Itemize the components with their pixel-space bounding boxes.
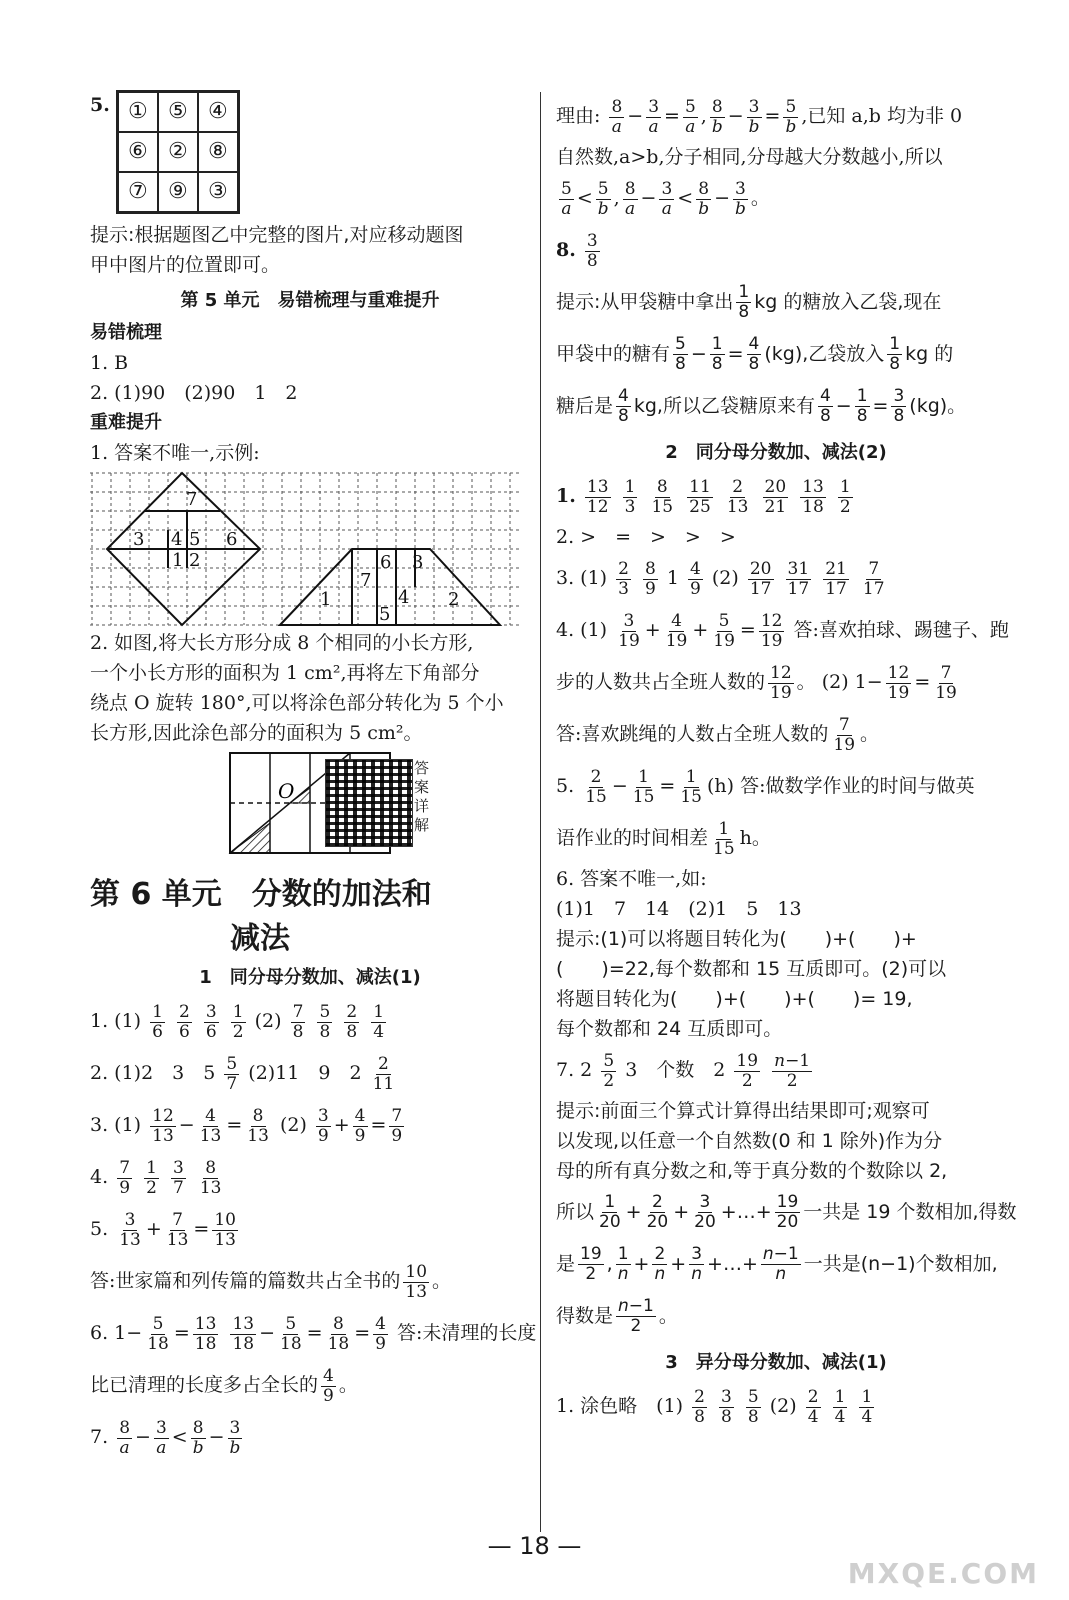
svg-text:4: 4: [171, 529, 183, 550]
h8a: 提示:从甲袋糖中拿出 $\frac{1}{8}$ kg 的糖放入乙袋,现在: [556, 282, 942, 322]
s2q5-unit: (h): [706, 775, 735, 797]
l4-row: 4. $\frac{7}{9}$ $\frac{1}{2}$ $\frac{3}{7}$ $\frac{8}{13}$: [90, 1157, 222, 1198]
grid-cell: ⑤: [158, 92, 198, 132]
puzzle-grid: [116, 90, 240, 214]
h7e: 是 $\frac{19}{2}$ , $\frac{1}{n}$ + $\frac{2}{n}$ + $\frac{3}{n}$ +…+ $\frac{n-1}{n}$ 一共是(n−1)个数相加,: [556, 1244, 998, 1284]
l1-label: 1. (1): [90, 1010, 142, 1032]
h7c: 母的所有真分数之和,等于真分数的个数除以 2,: [556, 1160, 948, 1182]
dotted-grid-figure: [90, 468, 520, 628]
svg-text:5: 5: [379, 604, 391, 625]
l5-answer: 答:世家篇和列传篇的篇数共占全书的 $\frac{10}{13}$ 。: [90, 1261, 452, 1302]
h7a: 提示:前面三个算式计算得出结果即可;观察可: [556, 1100, 930, 1122]
s2q3-row: 3. (1) $\frac{2}{3}$ $\frac{8}{9}$ 1 $\frac{4}{9}$ (2) $\frac{20}{17}$ $\frac{31}{17}$ $\frac{21}{17}$ $\frac{7}{17}$: [556, 558, 885, 599]
s2q1-row: 1. $\frac{13}{12}$ $\frac{1}{3}$ $\frac{8}{15}$ $\frac{11}{25}$ $\frac{2}{13}$ $\frac{20}{21}$ $\frac{13}{18}$ $\frac{1}{2}$: [556, 476, 851, 517]
s2q2: 2. > = > > >: [556, 526, 736, 548]
svg-text:7: 7: [360, 570, 372, 591]
s2q3-part2: (2): [711, 567, 739, 589]
s2q4-b-part2: (2) 1−: [821, 671, 883, 693]
s2q4-row: 4. (1) $\frac{3}{19}$ + $\frac{4}{19}$ + $\frac{5}{19}$ = $\frac{12}{19}$ 答:喜欢拍球、踢毽子、跑: [556, 610, 1009, 651]
svg-text:5: 5: [189, 529, 201, 550]
h7d: 所以 $\frac{1}{20}$ + $\frac{2}{20}$ + $\frac{3}{20}$ +…+ $\frac{19}{20}$ 一共是 19 个数相加,得数: [556, 1192, 1017, 1232]
grid-cell: ②: [158, 132, 198, 172]
s2q4-label: 4. (1): [556, 619, 608, 641]
s2q5-answer: 答:做数学作业的时间与做英: [740, 775, 975, 797]
h8b-text: 甲袋中的糖有: [556, 343, 671, 365]
r3-row: $\frac{5}{a}$ < $\frac{5}{b}$ , $\frac{8}{a}$ − $\frac{3}{a}$ < $\frac{8}{b}$ − $\frac{3}{b}$ 。: [561, 178, 770, 219]
hint-5b: 甲中图片的位置即可。: [90, 254, 281, 276]
h7f: 得数是 $\frac{n-1}{2}$ 。: [556, 1296, 678, 1336]
hint-5a: 提示:根据题图乙中完整的图片,对应移动题图: [90, 224, 464, 246]
h7f-text: 得数是: [556, 1305, 614, 1327]
s2q4-answer: 答:喜欢拍球、踢毽子、跑: [793, 619, 1009, 641]
h7d-post: 一共是 19 个数相加,得数: [803, 1201, 1017, 1223]
svg-text:1: 1: [172, 550, 184, 571]
s2q4-b: 步的人数共占全班人数的 $\frac{12}{19}$ 。 (2) 1− $\frac{12}{19}$ = $\frac{7}{19}$: [556, 662, 957, 703]
qr-code[interactable]: [325, 759, 413, 847]
s2q7-mid: 3 个数 2: [625, 1059, 726, 1081]
h7e-pre: 是: [556, 1253, 576, 1275]
l6-answer-b-text: 比已清理的长度多占全长的: [90, 1374, 319, 1396]
l5-label: 5.: [90, 1218, 109, 1240]
section1-title: 1 同分母分数加、减法(1): [199, 967, 421, 988]
h7d-pre: 所以: [556, 1201, 595, 1223]
s2q7-row: 7. 2 $\frac{5}{2}$ 3 个数 2 $\frac{19}{2}$ $\frac{n-1}{2}$: [556, 1050, 811, 1091]
rectangle-figure: [90, 748, 520, 863]
s2q7-label: 7. 2: [556, 1059, 593, 1081]
svg-text:7: 7: [186, 489, 198, 510]
yicuo-2: 2. (1)90 (2)90 1 2: [90, 382, 298, 404]
grid-cell: ④: [198, 92, 238, 132]
l6-row: 6. 1− $\frac{5}{18}$ = $\frac{13}{18}$ $\frac{13}{18}$ − $\frac{5}{18}$ = $\frac{8}{18}$ = $\frac{4}{9}$ 答:未清理的长度: [90, 1313, 537, 1354]
l6-answer: 答:未清理的长度: [397, 1322, 537, 1344]
svg-text:6: 6: [380, 552, 392, 573]
zhongnan-2d: 长方形,因此涂色部分的面积为 5 cm²。: [90, 722, 423, 744]
l5-answer-text: 答:世家篇和列传篇的篇数共占全书的: [90, 1270, 401, 1292]
svg-text:2: 2: [448, 589, 460, 610]
l1-row: 1. (1) $\frac{1}{6}$ $\frac{2}{6}$ $\frac{3}{6}$ $\frac{1}{2}$ (2) $\frac{7}{8}$ $\frac{5}{8}$ $\frac{2}{8}$ $\frac{1}{4}$: [90, 1001, 385, 1042]
grid-cell: ⑥: [118, 132, 158, 172]
grid-cell: ⑧: [198, 132, 238, 172]
unit5-title: 第 5 单元 易错梳理与重难提升: [180, 290, 440, 311]
h7b: 以发现,以任意一个自然数(0 和 1 除外)作为分: [556, 1130, 943, 1152]
h8a-text2: kg 的糖放入乙袋,现在: [754, 291, 942, 313]
zhongnan-2a: 2. 如图,将大长方形分成 8 个相同的小长方形,: [90, 632, 474, 654]
s2q5-label: 5.: [556, 775, 575, 797]
grid-cell: ⑦: [118, 172, 158, 212]
l3-label: 3. (1): [90, 1114, 142, 1136]
l7-label: 7.: [90, 1426, 109, 1448]
l2-text: 2. (1)2 3 5: [90, 1062, 216, 1084]
s3q1-row: 1. 涂色略 (1) $\frac{2}{8}$ $\frac{3}{8}$ $\frac{5}{8}$ (2) $\frac{2}{4}$ $\frac{1}{4}$ $\frac{1}{4}$: [556, 1386, 873, 1427]
h8c: 糖后是 $\frac{4}{8}$ kg,所以乙袋糖原来有 $\frac{4}{8}$ − $\frac{1}{8}$ = $\frac{3}{8}$ (kg)。: [556, 386, 967, 426]
r1-prefix: 理由:: [556, 105, 601, 127]
l3-row: 3. (1) $\frac{12}{13}$ − $\frac{4}{13}$ = $\frac{8}{13}$ (2) $\frac{3}{9}$ + $\frac{4}{9}$ = $\frac{7}{9}$: [90, 1105, 403, 1146]
q5-label: 5.: [90, 94, 110, 116]
column-divider: [540, 92, 541, 1532]
h6d: 每个数都和 24 互质即可。: [556, 1018, 783, 1040]
section3-title: 3 异分母分数加、减法(1): [665, 1352, 887, 1373]
right-column: [556, 90, 1017, 1432]
heading-yicuo: 易错梳理: [90, 322, 162, 343]
q5-row: [90, 90, 530, 220]
h8a-text: 提示:从甲袋糖中拿出: [556, 291, 734, 313]
s2q5-b-unit: h。: [739, 827, 771, 849]
h8b-text3: kg 的: [905, 343, 954, 365]
left-column: [90, 90, 537, 1463]
s2q6: 6. 答案不唯一,如:: [556, 868, 707, 890]
svg-text:4: 4: [398, 587, 410, 608]
l4-label: 4.: [90, 1166, 109, 1188]
l1-part2: (2): [254, 1010, 282, 1032]
section2-title: 2 同分母分数加、减法(2): [665, 442, 887, 463]
grid-cell: ③: [198, 172, 238, 212]
h8c-text: 糖后是: [556, 395, 614, 417]
h8c-text3: (kg)。: [909, 395, 967, 417]
s3q1-label: 1. 涂色略 (1): [556, 1395, 684, 1417]
zhongnan-2c: 绕点 O 旋转 180°,可以将涂色部分转化为 5 个小: [90, 692, 504, 714]
l6-answer-b: 比已清理的长度多占全长的 $\frac{4}{9}$ 。: [90, 1365, 358, 1406]
q8-row: 8. $\frac{3}{8}$: [556, 230, 598, 271]
page-number: — 18 —: [487, 1532, 582, 1560]
l3-part2: (2): [279, 1114, 307, 1136]
svg-text:3: 3: [133, 529, 145, 550]
heading-zhongnan: 重难提升: [90, 412, 162, 433]
s2q4-c-text: 答:喜欢跳绳的人数占全班人数的: [556, 723, 829, 745]
h8b: 甲袋中的糖有 $\frac{5}{8}$ − $\frac{1}{8}$ = $\frac{4}{8}$ (kg),乙袋放入 $\frac{1}{8}$ kg 的: [556, 334, 954, 374]
h7e-post: 一共是(n−1)个数相加,: [803, 1253, 998, 1275]
h8c-text2: kg,所以乙袋糖原来有: [633, 395, 815, 417]
svg-text:6: 6: [226, 529, 238, 550]
unit6-title-b: 减法: [230, 921, 290, 956]
s3q1-part2: (2): [769, 1395, 797, 1417]
l2-part2: (2)11 9 2: [248, 1062, 362, 1084]
s2q6b: (1)1 7 14 (2)1 5 13: [556, 898, 802, 920]
h6c: 将题目转化为( )+( )+( )= 19,: [556, 988, 913, 1010]
s2q5-row: 5. $\frac{2}{15}$ − $\frac{1}{15}$ = $\frac{1}{15}$ (h) 答:做数学作业的时间与做英: [556, 766, 975, 807]
s2q5-b-text: 语作业的时间相差: [556, 827, 709, 849]
h8b-text2: (kg),乙袋放入: [764, 343, 885, 365]
point-o-label: O: [278, 779, 295, 803]
h6b: ( )=22,每个数都和 15 互质即可。(2)可以: [556, 958, 947, 980]
svg-text:2: 2: [189, 550, 201, 571]
l2-row: 2. (1)2 3 5 $\frac{5}{7}$ (2)11 9 2 $\frac{2}{11}$: [90, 1053, 395, 1094]
l7-row: 7. $\frac{8}{a}$ − $\frac{3}{a}$ < $\frac{8}{b}$ − $\frac{3}{b}$: [90, 1417, 241, 1458]
s2q1-label: 1.: [556, 485, 576, 507]
grid-cell: ①: [118, 92, 158, 132]
s2q5-b: 语作业的时间相差 $\frac{1}{15}$ h。: [556, 818, 771, 859]
zhongnan-1: 1. 答案不唯一,示例:: [90, 442, 260, 464]
unit6-title-a: 第 6 单元 分数的加法和: [90, 877, 432, 912]
svg-text:3: 3: [412, 552, 424, 573]
watermark-logo: MXQE.COM: [847, 1557, 1039, 1590]
r1-row: 理由: $\frac{8}{a}$ − $\frac{3}{a}$ = $\frac{5}{a}$ , $\frac{8}{b}$ − $\frac{3}{b}$ = $\frac{5}{b}$ ,已知 a,b 均为非 0: [556, 96, 963, 137]
qr-label: 答案详解: [414, 759, 430, 834]
r2: 自然数,a>b,分子相同,分母越大分数越小,所以: [556, 146, 943, 168]
s2q3-label: 3. (1): [556, 567, 608, 589]
grid-cell: ⑨: [158, 172, 198, 212]
s2q4-c: 答:喜欢跳绳的人数占全班人数的 $\frac{7}{19}$ 。: [556, 714, 880, 755]
r1-suffix: ,已知 a,b 均为非 0: [801, 105, 963, 127]
s2q4-b-text: 步的人数共占全班人数的: [556, 671, 766, 693]
h6a: 提示:(1)可以将题目转化为( )+( )+: [556, 928, 917, 950]
l5-row: 5. $\frac{3}{13}$ + $\frac{7}{13}$ = $\frac{10}{13}$: [90, 1209, 236, 1250]
q8-label: 8.: [556, 239, 576, 261]
yicuo-1: 1. B: [90, 352, 129, 374]
svg-text:1: 1: [320, 589, 332, 610]
zhongnan-2b: 一个小长方形的面积为 1 cm²,再将左下角部分: [90, 662, 480, 684]
l6-label: 6. 1−: [90, 1322, 143, 1344]
